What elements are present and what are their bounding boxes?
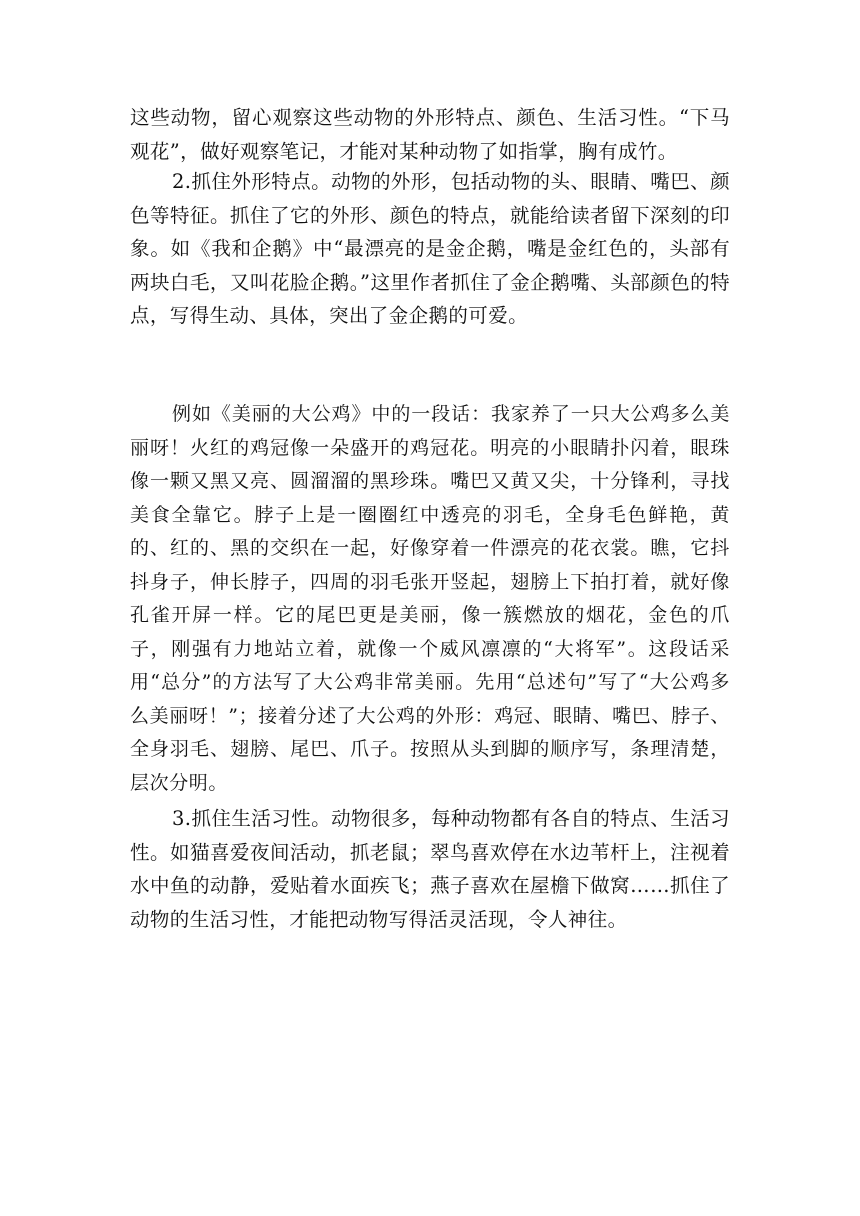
- paragraph-appearance-features: 2.抓住外形特点。动物的外形，包括动物的头、眼睛、嘴巴、颜色等特征。抓住了它的外形、颜色的特点，就能给读者留下深刻的印象。如《我和企鹅》中“最漂亮的是金企鹅，嘴是金红色的，头部有两块白毛，又叫花脸企鹅。”这里作者抓住了金企鹅嘴、头部颜色的特点，写得生动、具体，突出了金企鹅的可爱。: [130, 170, 730, 327]
- paragraph-living-habits: 3.抓住生活习性。动物很多，每种动物都有各自的特点、生活习性。如猫喜爱夜间活动，抓老鼠；翠鸟喜欢停在水边苇杆上，注视着水中鱼的动静，爱贴着水面疾飞；燕子喜欢在屋檐下做窝……抓住了动物的生活习性，才能把动物写得活灵活现，令人神往。: [130, 807, 730, 931]
- paragraph-observation-continued: 这些动物，留心观察这些动物的外形特点、颜色、生活习性。“下马观花”，做好观察笔记，才能对某种动物了如指掌，胸有成竹。: [130, 106, 730, 163]
- paragraph-rooster-example: 例如《美丽的大公鸡》中的一段话：我家养了一只大公鸡多么美丽呀！火红的鸡冠像一朵盛开的鸡冠花。明亮的小眼睛扑闪着，眼珠像一颗又黑又亮、圆溜溜的黑珍珠。嘴巴又黄又尖，十分锋利，寻找美食全靠它。脖子上是一圈圈红中透亮的羽毛，全身毛色鲜艳，黄的、红的、黑的交织在一起，好像穿着一件漂亮的花衣裳。瞧，它抖抖身子，伸长脖子，四周的羽毛张开竖起，翅膀上下拍打着，就好像孔雀开屏一样。它的尾巴更是美丽，像一簇燃放的烟花，金色的爪子，刚强有力地站立着，就像一个威风凛凛的“大将军”。这段话采用“总分”的方法写了大公鸡非常美丽。先用“总述句”写了“大公鸡多么美丽呀！”；接着分述了大公鸡的外形：鸡冠、眼睛、嘴巴、脖子、全身羽毛、翅膀、尾巴、爪子。按照从头到脚的顺序写，条理清楚，层次分明。: [130, 403, 730, 794]
